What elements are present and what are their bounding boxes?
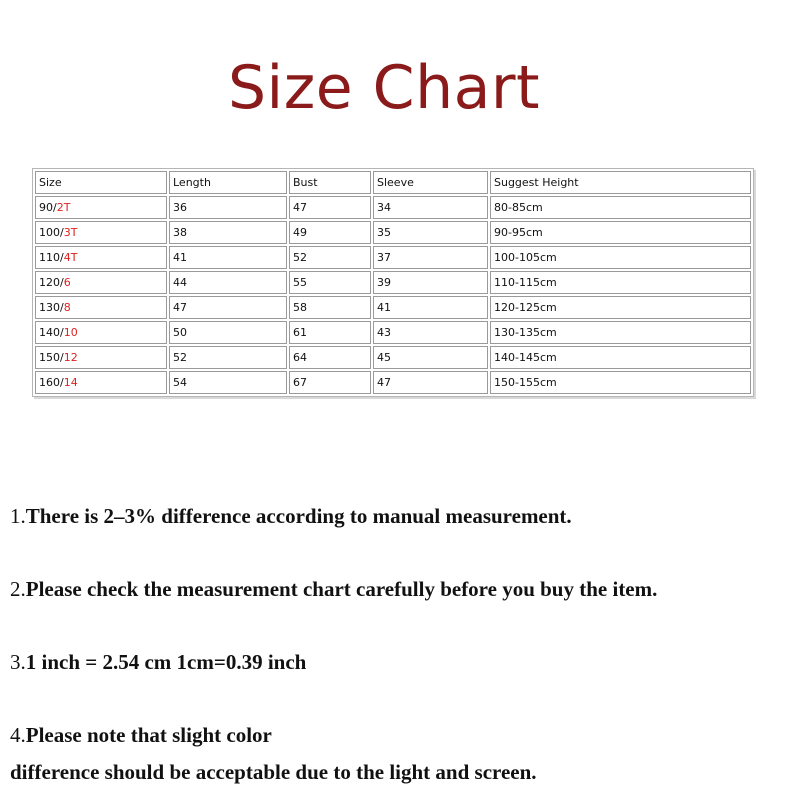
size-age: 8 (63, 301, 71, 314)
height-cell: 80-85cm (490, 196, 751, 219)
sleeve-cell: 45 (373, 346, 488, 369)
size-age: 10 (63, 326, 78, 339)
size-chart-table (32, 168, 754, 397)
table-row (35, 271, 751, 294)
note-text-line-1: Please note that slight color (25, 723, 272, 747)
height-cell: 120-125cm (490, 296, 751, 319)
sleeve-cell: 41 (373, 296, 488, 319)
header-bust: Bust (289, 171, 371, 194)
size-cell: 100/3T (35, 221, 167, 244)
length-cell: 38 (169, 221, 287, 244)
bust-cell: 61 (289, 321, 371, 344)
height-cell: 150-155cm (490, 371, 751, 394)
note-text-line-2: difference should be acceptable due to the light and screen. (10, 760, 537, 784)
note-4 (10, 717, 800, 791)
size-cell: 90/2T (35, 196, 167, 219)
table-row (35, 321, 751, 344)
bust-cell: 58 (289, 296, 371, 319)
page-title: Size Chart (227, 53, 541, 123)
sleeve-cell: 43 (373, 321, 488, 344)
note-text: 1 inch = 2.54 cm 1cm=0.39 inch (25, 650, 307, 674)
note-number: 4. (10, 723, 26, 747)
notes-section (10, 498, 800, 791)
note-2 (10, 571, 800, 608)
length-cell: 50 (169, 321, 287, 344)
size-cell: 110/4T (35, 246, 167, 269)
note-number: 3. (10, 650, 26, 674)
size-cm: 110 (39, 251, 60, 264)
table-row (35, 246, 751, 269)
sleeve-cell: 47 (373, 371, 488, 394)
length-cell: 41 (169, 246, 287, 269)
note-1 (10, 498, 800, 535)
table-header-row (35, 171, 751, 194)
size-cm: 100 (39, 226, 60, 239)
sleeve-cell: 37 (373, 246, 488, 269)
height-cell: 110-115cm (490, 271, 751, 294)
size-age: 3T (63, 226, 78, 239)
note-number: 2. (10, 577, 26, 601)
size-cm: 90 (39, 201, 53, 214)
note-text: There is 2–3% difference according to manual measurement. (25, 504, 572, 528)
note-text: Please check the measurement chart carefully before you buy the item. (25, 577, 658, 601)
size-cell: 150/12 (35, 346, 167, 369)
length-cell: 52 (169, 346, 287, 369)
bust-cell: 67 (289, 371, 371, 394)
size-age: 14 (63, 376, 78, 389)
note-3 (10, 644, 800, 681)
size-cm: 150 (39, 351, 60, 364)
table-row (35, 296, 751, 319)
sleeve-cell: 35 (373, 221, 488, 244)
size-cell: 120/6 (35, 271, 167, 294)
bust-cell: 49 (289, 221, 371, 244)
length-cell: 36 (169, 196, 287, 219)
height-cell: 140-145cm (490, 346, 751, 369)
table-row (35, 221, 751, 244)
size-cell: 140/10 (35, 321, 167, 344)
note-number: 1. (10, 504, 26, 528)
height-cell: 90-95cm (490, 221, 751, 244)
header-sleeve: Sleeve (373, 171, 488, 194)
table-row (35, 196, 751, 219)
sleeve-cell: 39 (373, 271, 488, 294)
size-age: 4T (63, 251, 78, 264)
height-cell: 130-135cm (490, 321, 751, 344)
sleeve-cell: 34 (373, 196, 488, 219)
bust-cell: 47 (289, 196, 371, 219)
size-age: 2T (56, 201, 71, 214)
size-age: 6 (63, 276, 71, 289)
size-age: 12 (63, 351, 78, 364)
length-cell: 47 (169, 296, 287, 319)
bust-cell: 64 (289, 346, 371, 369)
bust-cell: 52 (289, 246, 371, 269)
height-cell: 100-105cm (490, 246, 751, 269)
table-row (35, 371, 751, 394)
length-cell: 54 (169, 371, 287, 394)
size-cm: 120 (39, 276, 60, 289)
header-suggest-height: Suggest Height (490, 171, 751, 194)
length-cell: 44 (169, 271, 287, 294)
bust-cell: 55 (289, 271, 371, 294)
size-cell: 130/8 (35, 296, 167, 319)
table-row (35, 346, 751, 369)
size-cm: 130 (39, 301, 60, 314)
size-cm: 140 (39, 326, 60, 339)
size-cm: 160 (39, 376, 60, 389)
header-length: Length (169, 171, 287, 194)
size-cell: 160/14 (35, 371, 167, 394)
header-size: Size (35, 171, 167, 194)
